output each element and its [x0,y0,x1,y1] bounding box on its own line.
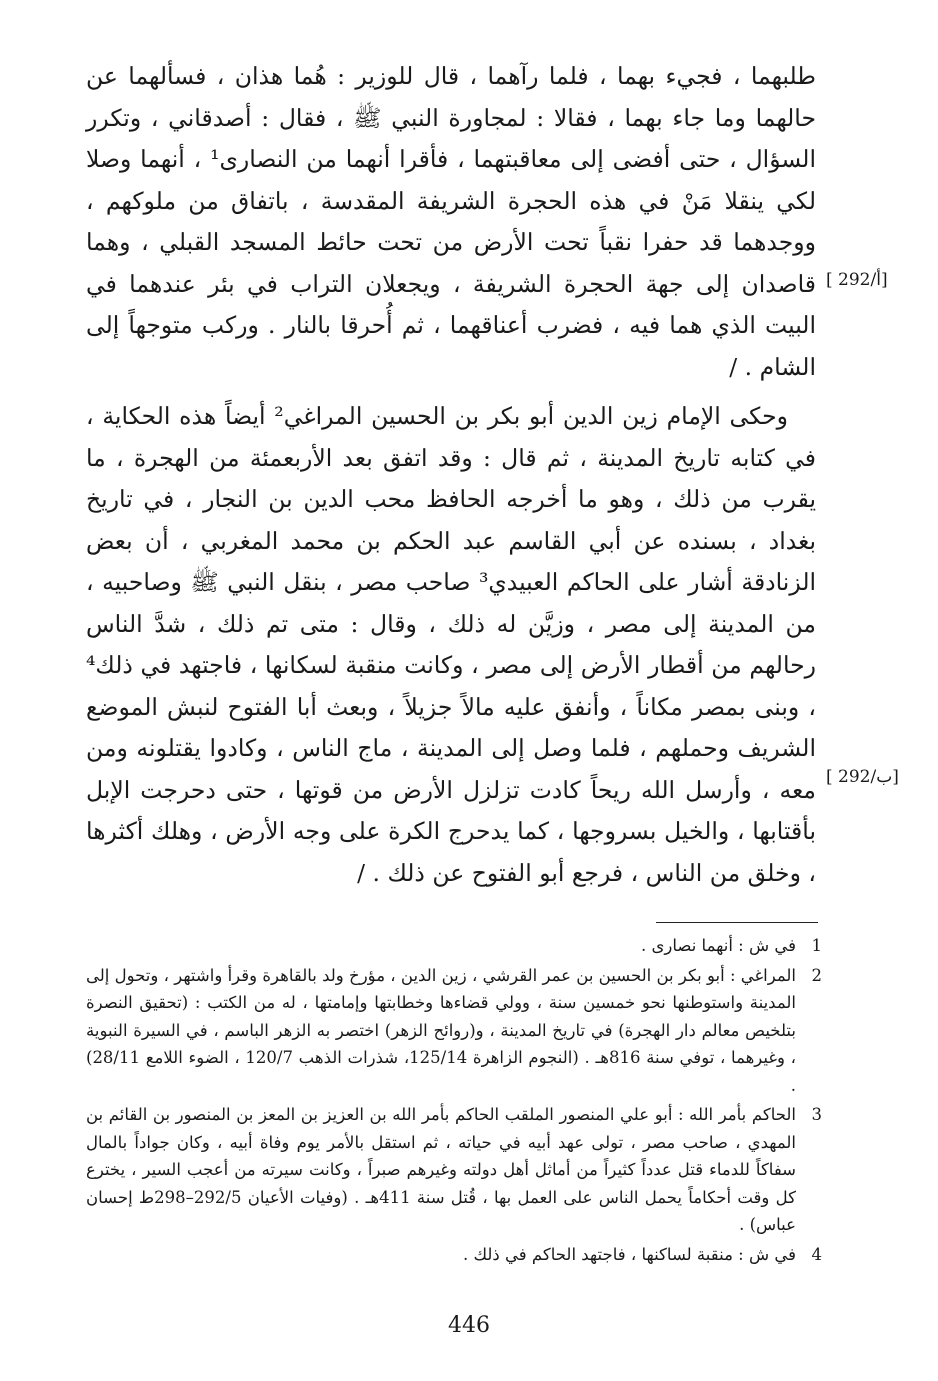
main-text [86,56,816,894]
footnote [86,1241,822,1269]
footnote-number: 1 [811,936,822,955]
footnote-number: 4 [811,1244,822,1264]
footnote-number: 2 [811,965,822,985]
footnote [86,962,822,1100]
folio-reference: [ 292/أ] [826,270,888,290]
footnote-text: في ش : أنهما نصارى . [641,936,796,955]
footnote-number: 3 [811,1105,822,1124]
page-number: 446 [448,1313,490,1338]
paragraph: طلبهما ، فجيء بهما ، فلما رآهما ، قال للوزير : هُما هذان ، فسألهما عن حالهما وما جاء بهما ، فقالا : لمجاورة النبي ﷺ ، فقال : أصدقاني ، وتكرر السؤال ، حتى أفضى إلى معاقبتهما ، فأقرا أنهما من النصارى¹ ، أنهما وصلا لكي ينقلا مَنْ في هذه الحجرة الشريفة المقدسة ، باتفاق من ملوكهم ، ووجدهما قد حفرا نقباً تحت الأرض من تحت حائط المسجد القبلي ، وهما قاصدان إلى جهة الحجرة الشريفة ، ويجعلان التراب في بئر عندهما في البيت الذي هما فيه ، فضرب أعناقهما ، ثم أُحرقا بالنار . وركب متوجهاً إلى الشام . / [86,62,816,381]
footnote [86,932,822,960]
paragraph: وحكى الإمام زين الدين أبو بكر بن الحسين المراغي² أيضاً هذه الحكاية ، في كتابه تاريخ المدينة ، ثم قال : وقد اتفق بعد الأربعمئة من الهجرة ، ما يقرب من ذلك ، وهو ما أخرجه الحافظ محب الدين بن النجار ، في تاريخ بغداد ، بسنده عن أبي القاسم عبد الحكم بن محمد المغربي ، أن بعض الزنادقة أشار على الحاكم العبيدي³ صاحب مصر ، بنقل النبي ﷺ وصاحبيه ، من المدينة إلى مصر ، وزيَّن له ذلك ، وقال : متى تم ذلك ، شدَّ الناس رحالهم من أقطار الأرض إلى مصر ، وكانت منقبة لسكانها ، فاجتهد في ذلك⁴ ، وبنى بمصر مكاناً ، وأنفق عليه مالاً جزيلاً ، وبعث أبا الفتوح لنبش الموضع الشريف وحملهم ، فلما وصل إلى المدينة ، ماج الناس ، وكادوا يقتلونه ومن معه ، وأرسل الله ريحاً كادت تزلزل الأرض من قوتها ، حتى دحرجت الإبل بأقتابها ، والخيل بسروجها ، كما يدحرج الكرة على وجه الأرض ، وهلك أكثرها ، وخلق من الناس ، فرجع أبو الفتوح عن ذلك . / [86,402,817,887]
footnote-text: في ش : منقبة لساكنها ، فاجتهد الحاكم في ذلك . [463,1244,796,1264]
footnotes [86,932,822,1270]
folio-reference: [ 292/ب] [826,767,899,787]
footnote-text: الحاكم بأمر الله : أبو علي المنصور الملقب الحاكم بأمر الله بن العزيز بن المعز بن المنصور بن القائم بن المهدي ، صاحب مصر ، تولى عهد أبيه في حياته ، ثم استقل بالأمر يوم وفاة أبيه ، وكان جواداً بالمال سفاكاً للدماء قتل عدداً كثيراً من أماثل أهل دولته وغيرهم صبراً ، وكانت سيرته من أعجب السير ، يخترع كل وقت أحكاماً يحمل الناس على العمل بها ، قُتل سنة 411هـ . (وفيات الأعيان 292/5–298ط إحسان عباس) . [86,1105,796,1234]
footnote [86,1101,822,1239]
footnote-separator [656,922,818,923]
footnote-text: المراغي : أبو بكر بن الحسين بن عمر القرشي ، زين الدين ، مؤرخ ولد بالقاهرة وقرأ واشتهر ، وتحول إلى المدينة واستوطنها نحو خمسين سنة ، وولي قضاءها وخطابتها وإمامتها ، له من الكتب : (تحقيق النصرة بتلخيص معالم دار الهجرة) في تاريخ المدينة ، و(روائح الزهر) اختصر به الزهر الباسم ، في السيرة النبوية ، وغيرهما ، توفي سنة 816هـ . (النجوم الزاهرة 125/14، شذرات الذهب 120/7 ، الضوء اللامع 28/11) . [86,965,797,1095]
